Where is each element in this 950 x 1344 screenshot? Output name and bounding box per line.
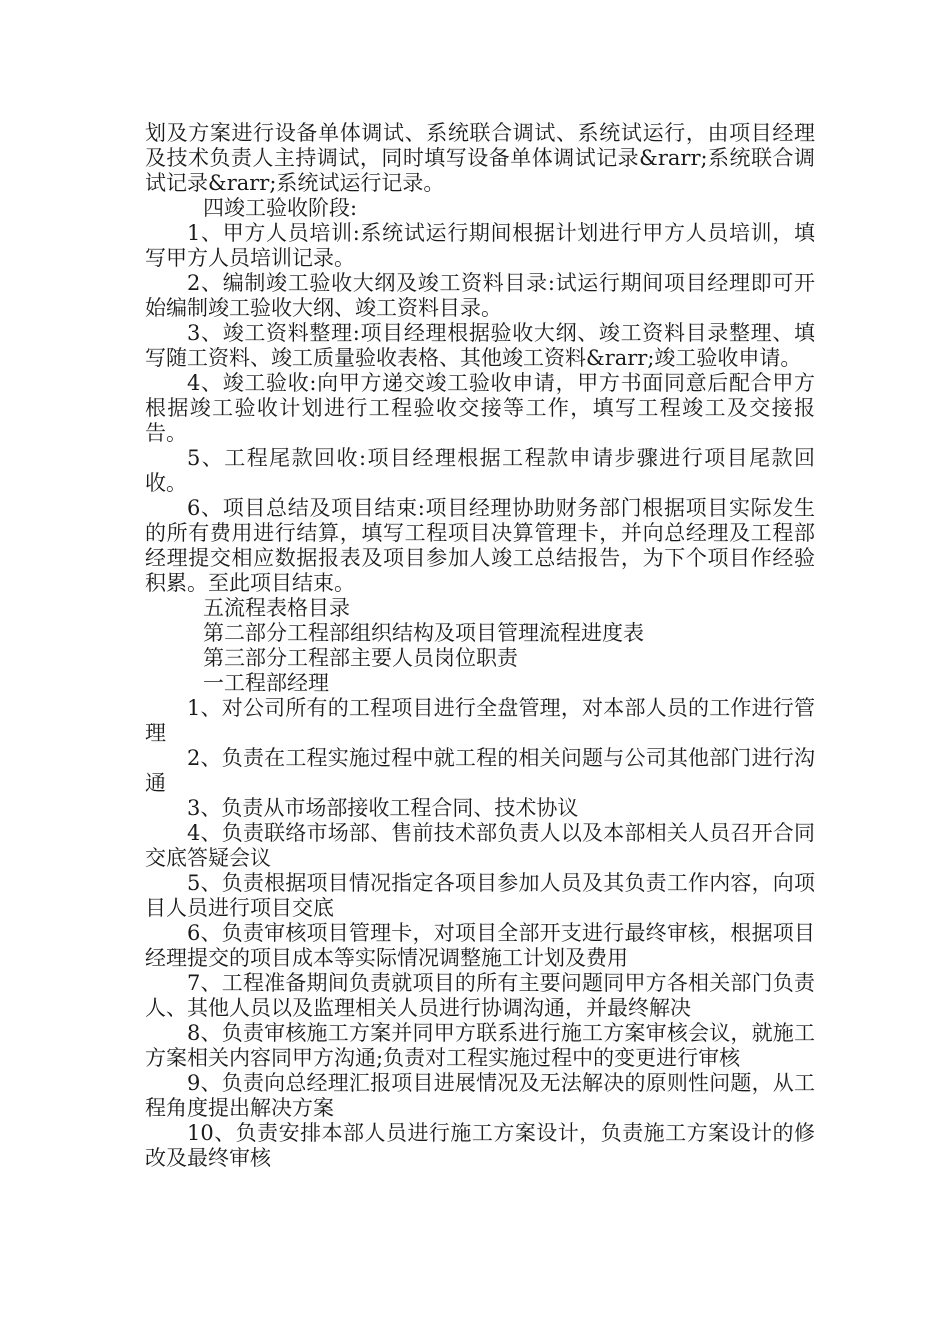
duty-item-5: 5、负责根据项目情况指定各项目参加人员及其负责工作内容，向项目人员进行项目交底 (145, 871, 815, 920)
paragraph-item-6: 6、项目总结及项目结束:项目经理协助财务部门根据项目实际发生的所有费用进行结算，填写工程项目决算管理卡，并向总经理及工程部经理提交相应数据报表及项目参加人竣工总结报告，为下个项目作经验积累。至此项目结束。 (145, 496, 815, 595)
duty-item-6: 6、负责审核项目管理卡，对项目全部开支进行最终审核，根据项目经理提交的项目成本等实际情况调整施工计划及费用 (145, 921, 815, 970)
duty-item-1: 1、对公司所有的工程项目进行全盘管理，对本部人员的工作进行管理 (145, 696, 815, 745)
section-heading-form-catalog: 五流程表格目录 (203, 596, 350, 620)
duty-item-3: 3、负责从市场部接收工程合同、技术协议 (187, 796, 579, 820)
part-heading-2: 第二部分工程部组织结构及项目管理流程进度表 (203, 621, 644, 645)
duty-item-4: 4、负责联络市场部、售前技术部负责人以及本部相关人员召开合同交底答疑会议 (145, 821, 815, 870)
paragraph-item-5: 5、工程尾款回收:项目经理根据工程款申请步骤进行项目尾款回收。 (145, 446, 815, 495)
section-heading-manager: 一工程部经理 (203, 671, 329, 695)
document-page (145, 121, 815, 1171)
duty-item-7: 7、工程准备期间负责就项目的所有主要问题同甲方各相关部门负责人、其他人员以及监理相关人员进行协调沟通，并最终解决 (145, 971, 815, 1020)
duty-item-9: 9、负责向总经理汇报项目进展情况及无法解决的原则性问题，从工程角度提出解决方案 (145, 1071, 815, 1120)
duty-item-2: 2、负责在工程实施过程中就工程的相关问题与公司其他部门进行沟通 (145, 746, 815, 795)
paragraph-continuation: 划及方案进行设备单体调试、系统联合调试、系统试运行，由项目经理及技术负责人主持调试，同时填写设备单体调试记录&rarr;系统联合调试记录&rarr;系统试运行记录。 (145, 121, 815, 195)
duty-item-8: 8、负责审核施工方案并同甲方联系进行施工方案审核会议，就施工方案相关内容同甲方沟通;负责对工程实施过程中的变更进行审核 (145, 1021, 815, 1070)
part-heading-3: 第三部分工程部主要人员岗位职责 (203, 646, 518, 670)
section-heading-completion-acceptance: 四竣工验收阶段: (203, 196, 358, 220)
paragraph-item-1: 1、甲方人员培训:系统试运行期间根据计划进行甲方人员培训，填写甲方人员培训记录。 (145, 221, 815, 270)
duty-item-10: 10、负责安排本部人员进行施工方案设计，负责施工方案设计的修改及最终审核 (145, 1121, 815, 1170)
paragraph-item-4: 4、竣工验收:向甲方递交竣工验收申请，甲方书面同意后配合甲方根据竣工验收计划进行工程验收交接等工作，填写工程竣工及交接报告。 (145, 371, 815, 445)
paragraph-item-3: 3、竣工资料整理:项目经理根据验收大纲、竣工资料目录整理、填写随工资料、竣工质量验收表格、其他竣工资料&rarr;竣工验收申请。 (145, 321, 815, 370)
paragraph-item-2: 2、编制竣工验收大纲及竣工资料目录:试运行期间项目经理即可开始编制竣工验收大纲、竣工资料目录。 (145, 271, 815, 320)
